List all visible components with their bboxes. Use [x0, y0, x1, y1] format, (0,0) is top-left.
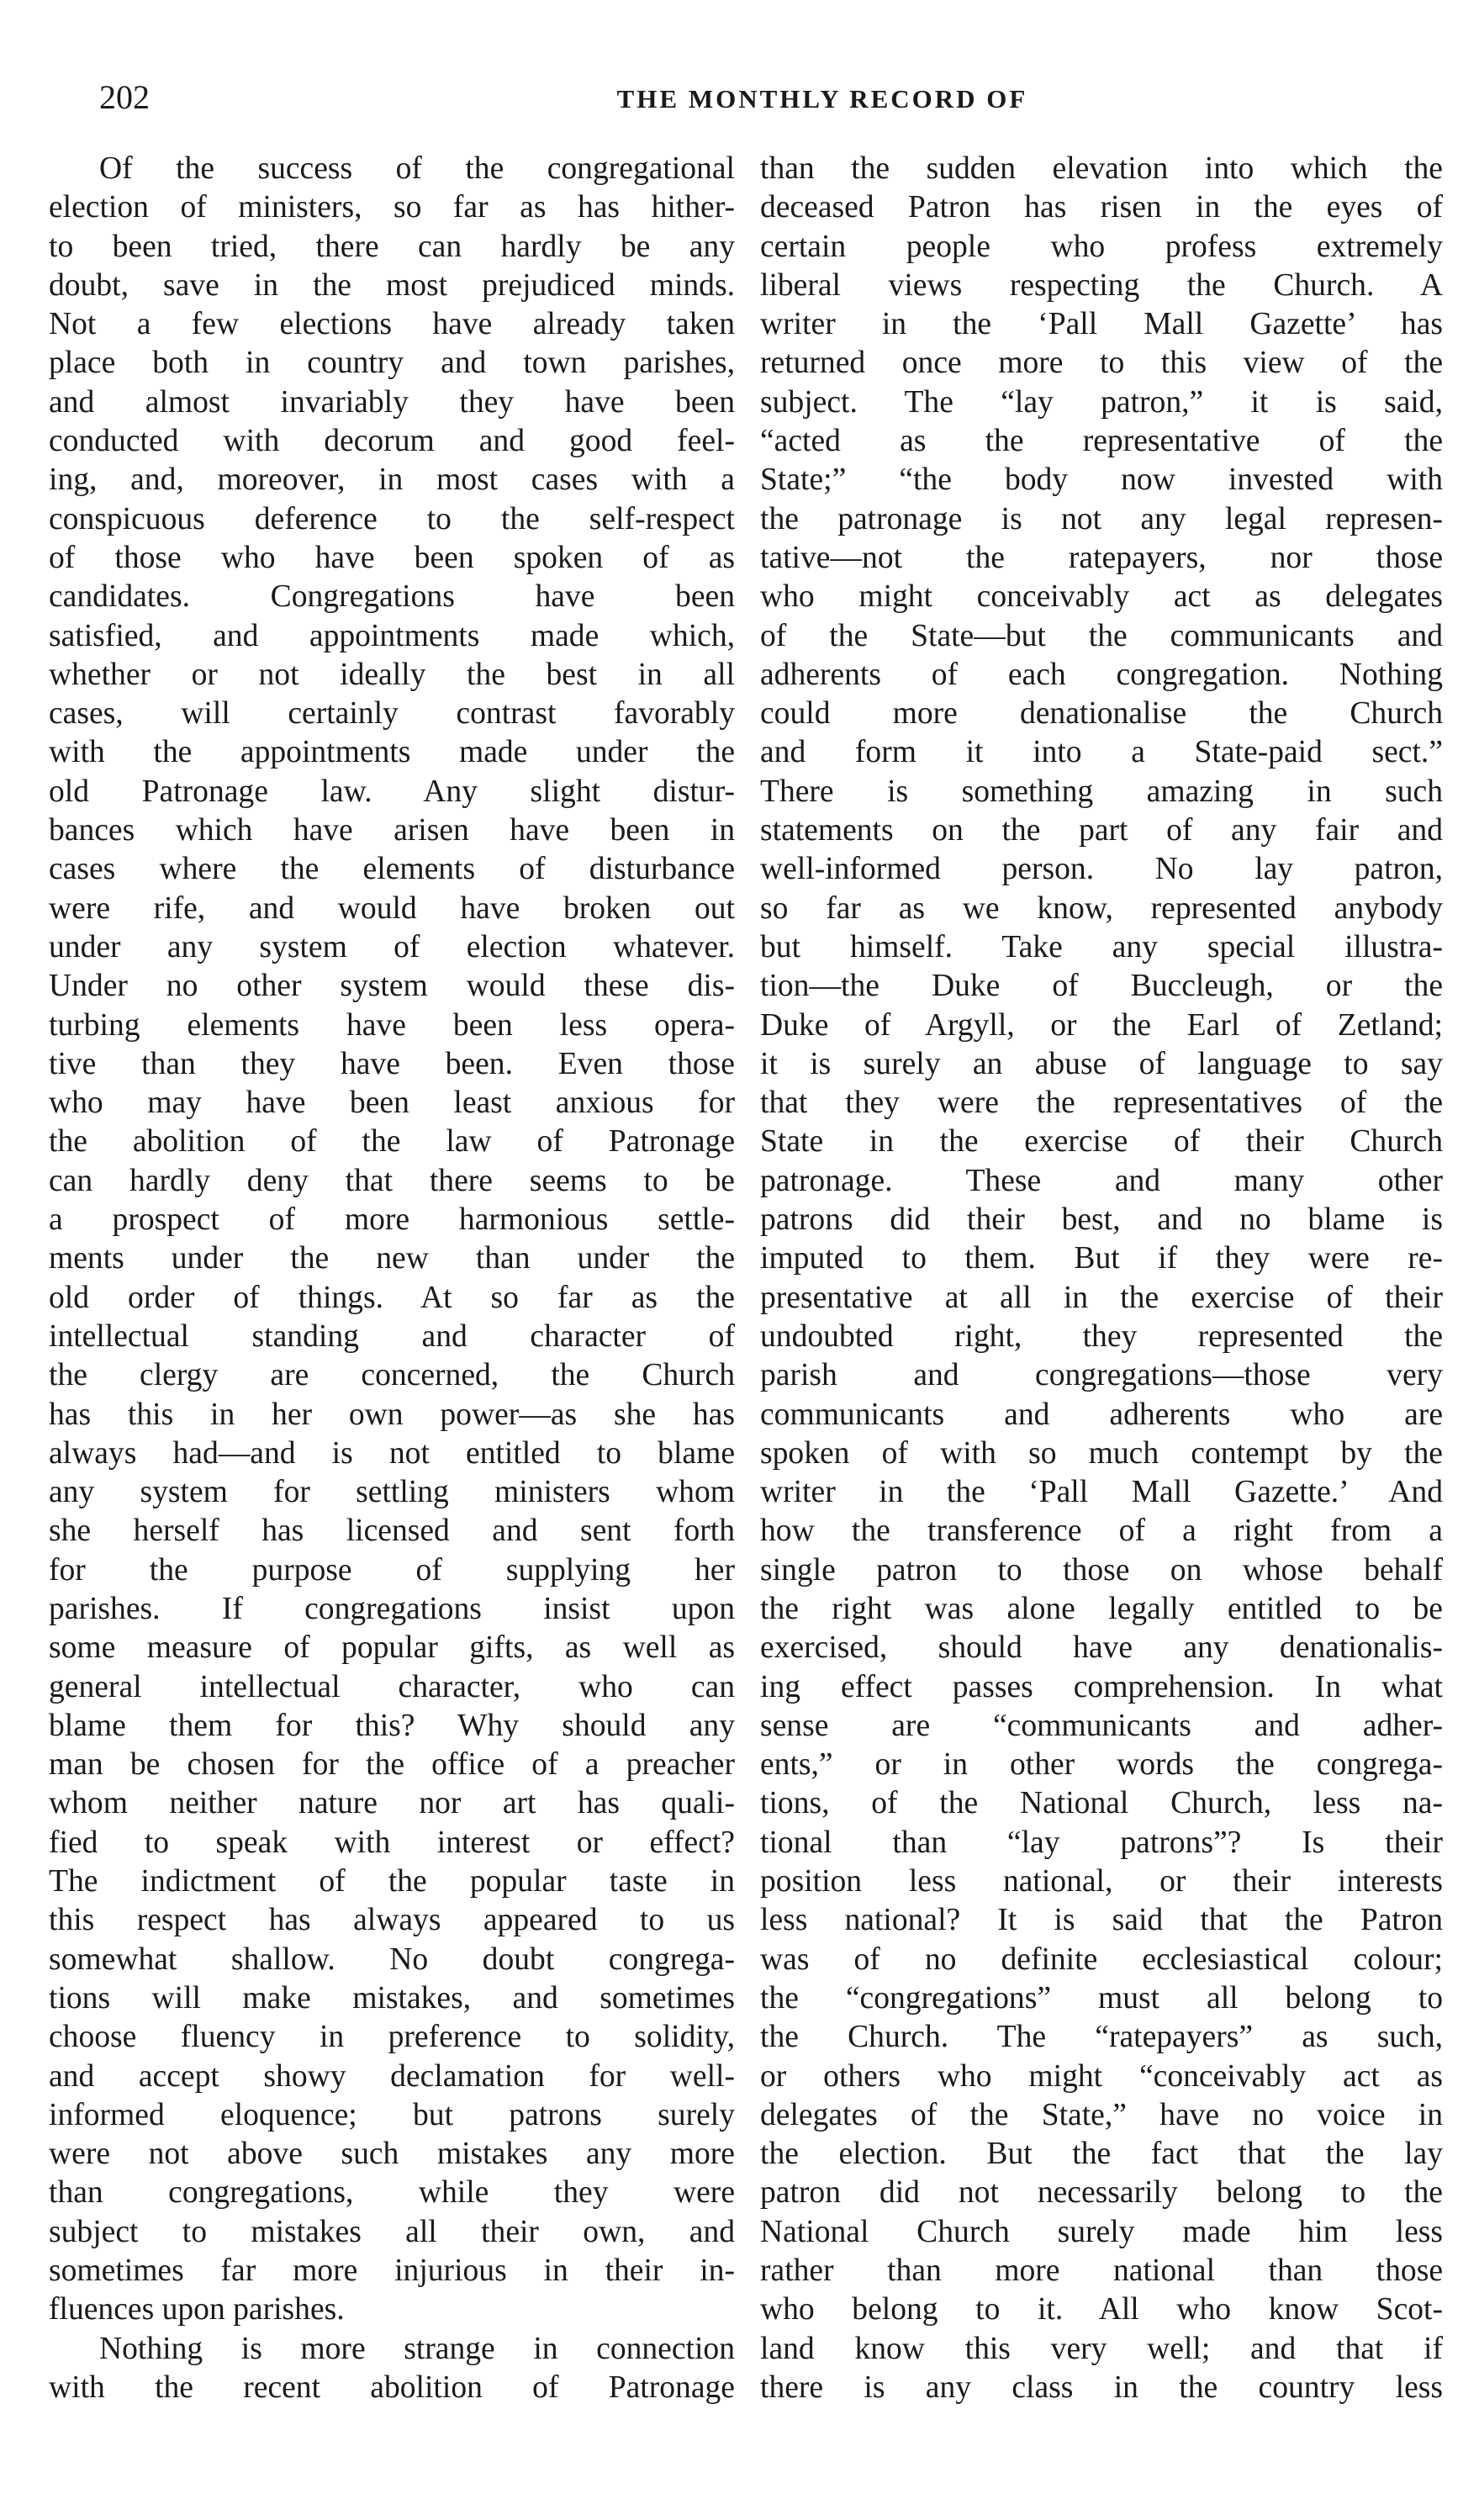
- text-line: deceased Patron has risen in the eyes of: [760, 190, 1443, 225]
- text-line: sometimes far more injurious in their in-: [49, 2253, 735, 2289]
- text-line: ents,” or in other words the congrega-: [760, 1747, 1443, 1783]
- text-line: were rife, and would have broken out: [49, 890, 735, 926]
- text-line: single patron to those on whose behalf: [760, 1552, 1443, 1588]
- text-line: can hardly deny that there seems to be: [49, 1163, 735, 1198]
- text-line: man be chosen for the office of a preacher: [49, 1747, 735, 1783]
- text-line: any system for settling ministers whom: [49, 1475, 735, 1510]
- text-line: well-informed person. No lay patron,: [760, 852, 1443, 887]
- running-header: [99, 77, 1434, 128]
- text-line: tions, of the National Church, less na-: [760, 1786, 1443, 1821]
- text-line: with the appointments made under the: [49, 735, 735, 770]
- text-line: who belong to it. All who know Scot-: [760, 2292, 1443, 2327]
- text-line: somewhat shallow. No doubt congrega-: [49, 1942, 735, 1977]
- text-line: old Patronage law. Any slight distur-: [49, 774, 735, 809]
- text-line: to been tried, there can hardly be any: [49, 229, 735, 264]
- text-line: the “congregations” must all belong to: [760, 1980, 1443, 2015]
- text-line: tion—the Duke of Buccleugh, or the: [760, 969, 1443, 1004]
- text-line: subject. The “lay patron,” it is said,: [760, 384, 1443, 420]
- text-line: doubt, save in the most prejudiced minds.: [49, 267, 735, 303]
- text-line: of the State—but the communicants and: [760, 618, 1443, 653]
- text-line: rather than more national than those: [760, 2253, 1443, 2289]
- text-line: place both in country and town parishes,: [49, 346, 735, 381]
- text-line: ing, and, moreover, in most cases with a: [49, 462, 735, 498]
- text-line: and form it into a State-paid sect.”: [760, 735, 1443, 770]
- text-line: and accept showy declamation for well-: [49, 2058, 735, 2094]
- text-line: she herself has licensed and sent forth: [49, 1514, 735, 1549]
- text-line: candidates. Congregations have been: [49, 579, 735, 615]
- text-line: There is something amazing in such: [760, 774, 1443, 809]
- text-line: position less national, or their interests: [760, 1864, 1443, 1899]
- text-line: cases, will certainly contrast favorably: [49, 696, 735, 732]
- text-line: The indictment of the popular taste in: [49, 1864, 735, 1899]
- text-line: Of the success of the congregational: [99, 151, 735, 186]
- text-line: land know this very well; and that if: [760, 2331, 1443, 2366]
- text-line: Not a few elections have already taken: [49, 307, 735, 342]
- text-line: but himself. Take any special illustra-: [760, 929, 1443, 964]
- text-line: was of no definite ecclesiastical colour;: [760, 1942, 1443, 1977]
- text-line: some measure of popular gifts, as well as: [49, 1630, 735, 1666]
- text-line: it is surely an abuse of language to say: [760, 1046, 1443, 1081]
- text-line: conducted with decorum and good feel-: [49, 424, 735, 459]
- text-line: of those who have been spoken of as: [49, 540, 735, 575]
- text-line: writer in the ‘Pall Mall Gazette.’ And: [760, 1475, 1443, 1510]
- text-line: certain people who profess extremely: [760, 229, 1443, 264]
- text-line: for the purpose of supplying her: [49, 1552, 735, 1588]
- text-line: tional than “lay patrons”? Is their: [760, 1825, 1443, 1860]
- text-line: always had—and is not entitled to blame: [49, 1435, 735, 1471]
- text-line: than congregations, while they were: [49, 2175, 735, 2211]
- text-line: so far as we know, represented anybody: [760, 890, 1443, 926]
- text-line: how the transference of a right from a: [760, 1514, 1443, 1549]
- text-line: writer in the ‘Pall Mall Gazette’ has: [760, 307, 1443, 342]
- text-line: old order of things. At so far as the: [49, 1280, 735, 1315]
- text-line: blame them for this? Why should any: [49, 1708, 735, 1743]
- text-line: undoubted right, they represented the: [760, 1318, 1443, 1354]
- text-line: has this in her own power—as she has: [49, 1397, 735, 1432]
- text-line: with the recent abolition of Patronage: [49, 2369, 735, 2405]
- text-line: bances which have arisen have been in: [49, 813, 735, 848]
- text-line: tative—not the ratepayers, nor those: [760, 540, 1443, 575]
- text-line: intellectual standing and character of: [49, 1318, 735, 1354]
- text-line: who might conceivably act as delegates: [760, 579, 1443, 615]
- text-line: State in the exercise of their Church: [760, 1124, 1443, 1160]
- text-line: ments under the new than under the: [49, 1241, 735, 1276]
- text-line: ing effect passes comprehension. In what: [760, 1669, 1443, 1704]
- text-line: tions will make mistakes, and sometimes: [49, 1980, 735, 2015]
- text-line: the election. But the fact that the lay: [760, 2137, 1443, 2172]
- text-line: fied to speak with interest or effect?: [49, 1825, 735, 1860]
- text-line: informed eloquence; but patrons surely: [49, 2097, 735, 2132]
- text-line: a prospect of more harmonious settle-: [49, 1202, 735, 1238]
- text-line: exercised, should have any denationalis-: [760, 1630, 1443, 1666]
- text-line: Nothing is more strange in connection: [99, 2331, 735, 2366]
- text-line: delegates of the State,” have no voice in: [760, 2097, 1443, 2132]
- text-line: less national? It is said that the Patron: [760, 1903, 1443, 1938]
- text-line: spoken of with so much contempt by the: [760, 1435, 1443, 1471]
- text-line: this respect has always appeared to us: [49, 1903, 735, 1938]
- text-line: general intellectual character, who can: [49, 1669, 735, 1704]
- text-line: turbing elements have been less opera-: [49, 1007, 735, 1043]
- text-line: the Church. The “ratepayers” as such,: [760, 2020, 1443, 2055]
- text-line: parish and congregations—those very: [760, 1358, 1443, 1393]
- text-line: that they were the representatives of the: [760, 1086, 1443, 1121]
- text-line: the abolition of the law of Patronage: [49, 1124, 735, 1160]
- text-line: there is any class in the country less: [760, 2369, 1443, 2405]
- text-line: the right was alone legally entitled to be: [760, 1591, 1443, 1626]
- text-line: patron did not necessarily belong to the: [760, 2175, 1443, 2211]
- left-text-column: [49, 150, 735, 2407]
- text-line: statements on the part of any fair and: [760, 813, 1443, 848]
- text-line: adherents of each congregation. Nothing: [760, 657, 1443, 692]
- text-line: patronage. These and many other: [760, 1163, 1443, 1198]
- text-line: Duke of Argyll, or the Earl of Zetland;: [760, 1007, 1443, 1043]
- text-line: or others who might “conceivably act as: [760, 2058, 1443, 2094]
- text-line: National Church surely made him less: [760, 2214, 1443, 2249]
- text-line: liberal views respecting the Church. A: [760, 267, 1443, 303]
- text-line: whom neither nature nor art has quali-: [49, 1786, 735, 1821]
- running-title: THE MONTHLY RECORD OF: [616, 84, 1028, 114]
- text-line: parishes. If congregations insist upon: [49, 1591, 735, 1626]
- text-line: under any system of election whatever.: [49, 929, 735, 964]
- text-line: imputed to them. But if they were re-: [760, 1241, 1443, 1276]
- text-line: “acted as the representative of the: [760, 424, 1443, 459]
- page-number: 202: [99, 78, 150, 116]
- text-line: Under no other system would these dis-: [49, 969, 735, 1004]
- text-line: than the sudden elevation into which the: [760, 151, 1443, 186]
- text-line: the clergy are concerned, the Church: [49, 1358, 735, 1393]
- text-line: sense are “communicants and adher-: [760, 1708, 1443, 1743]
- text-line: communicants and adherents who are: [760, 1397, 1443, 1432]
- text-line: subject to mistakes all their own, and: [49, 2214, 735, 2249]
- text-line: tive than they have been. Even those: [49, 1046, 735, 1081]
- text-line: were not above such mistakes any more: [49, 2137, 735, 2172]
- text-line: patrons did their best, and no blame is: [760, 1202, 1443, 1238]
- text-line: election of ministers, so far as has hither-: [49, 190, 735, 225]
- text-line: fluences upon parishes.: [49, 2292, 345, 2327]
- text-line: satisfied, and appointments made which,: [49, 618, 735, 653]
- text-line: returned once more to this view of the: [760, 346, 1443, 381]
- text-line: choose fluency in preference to solidity,: [49, 2020, 735, 2055]
- text-line: could more denationalise the Church: [760, 696, 1443, 732]
- text-line: cases where the elements of disturbance: [49, 852, 735, 887]
- text-line: and almost invariably they have been: [49, 384, 735, 420]
- text-line: the patronage is not any legal represen-: [760, 501, 1443, 536]
- text-line: State;” “the body now invested with: [760, 462, 1443, 498]
- text-line: who may have been least anxious for: [49, 1086, 735, 1121]
- text-line: presentative at all in the exercise of their: [760, 1280, 1443, 1315]
- text-line: conspicuous deference to the self-respect: [49, 501, 735, 536]
- right-text-column: [760, 150, 1443, 2407]
- text-line: whether or not ideally the best in all: [49, 657, 735, 692]
